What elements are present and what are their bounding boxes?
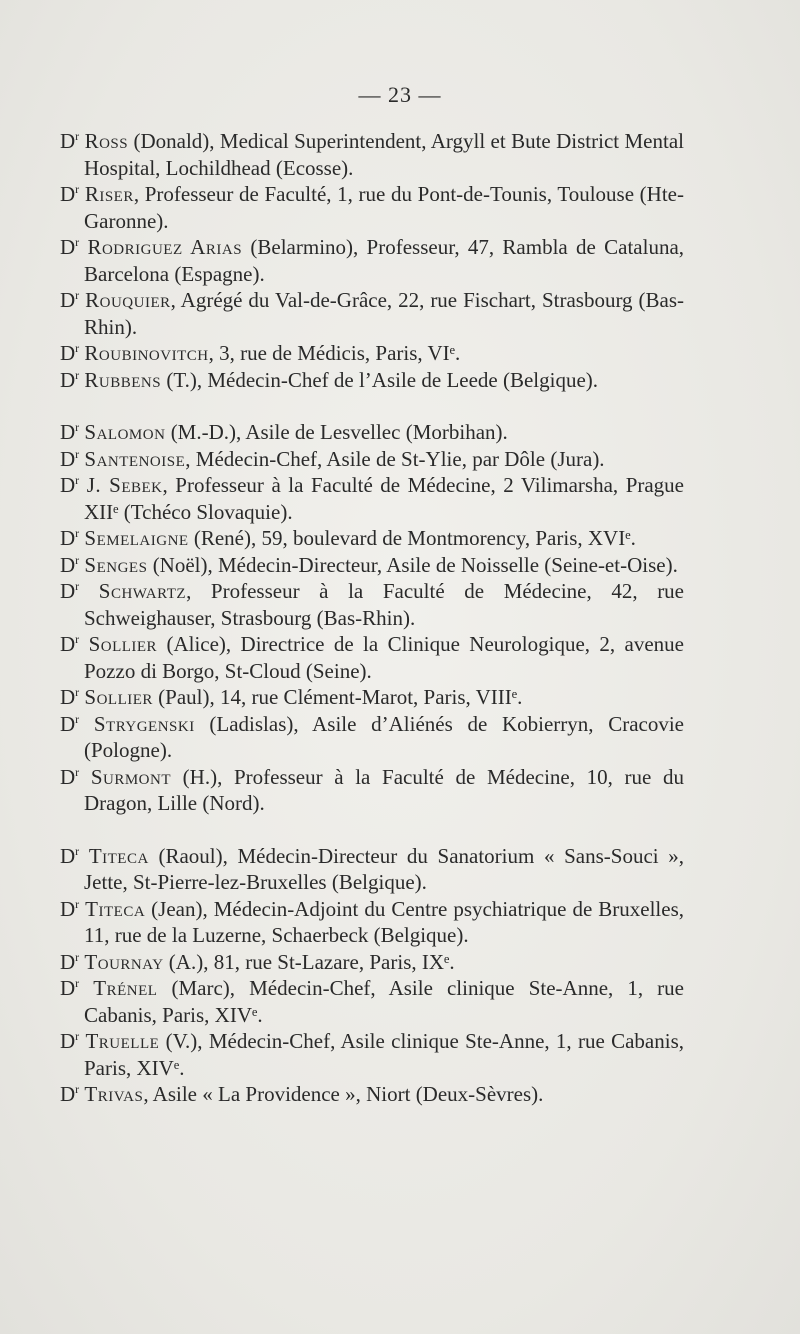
entry-details: (M.-D.), Asile de Lesvellec (Morbihan). xyxy=(165,420,508,444)
directory-entry xyxy=(60,684,684,711)
entry-details: (T.), Médecin-Chef de l’Asile de Leede (Belgique). xyxy=(161,367,599,392)
entry-title: $D^r$ xyxy=(60,896,80,921)
directory-entry xyxy=(60,128,684,181)
entry-details: (Belarmino), Professeur, 47, Rambla de Cataluna, Barcelona (Espagne). xyxy=(84,235,685,286)
directory-entry xyxy=(60,552,684,579)
entry-name: Roubinovitch xyxy=(84,341,209,365)
entry-details: , Professeur à la Faculté de Médecine, 2 Vilimarsha, Prague XIIᵉ (Tchéco Slovaquie). xyxy=(84,473,685,524)
directory-entry xyxy=(60,711,684,764)
entry-name: Senges xyxy=(84,552,148,577)
entry-title: $D^r$ xyxy=(60,473,80,497)
entry-title: $D^r$ xyxy=(60,341,80,365)
entry-details: (Raoul), Médecin-Directeur du Sanatorium « Sans-Souci », Jette, St-Pierre-lez-Bruxelles (Belgique). xyxy=(84,843,684,894)
directory-entry xyxy=(60,1028,684,1081)
directory-entry xyxy=(60,578,684,631)
entry-title: $D^r$ xyxy=(60,711,80,736)
entry-title: $D^r$ xyxy=(60,764,80,789)
entry-details: (Donald), Medical Superintendent, Argyll et Bute District Mental Hospital, Lochildhead (Ecosse). xyxy=(84,129,684,180)
entry-details: (Marc), Médecin-Chef, Asile clinique Ste-Anne, 1, rue Cabanis, Paris, XIVᵉ. xyxy=(84,976,685,1027)
entry-name: Surmont xyxy=(90,764,172,789)
entry-name: Rubbens xyxy=(84,367,162,392)
entry-title: $D^r$ xyxy=(60,1082,80,1106)
directory-entry xyxy=(60,446,684,473)
directory-entry xyxy=(60,367,684,394)
entry-title: $D^r$ xyxy=(60,976,80,1000)
entry-details: (V.), Médecin-Chef, Asile clinique Ste-Anne, 1, rue Cabanis, Paris, XIVᵉ. xyxy=(84,1029,684,1080)
entry-details: (Alice), Directrice de la Clinique Neurologique, 2, avenue Pozzo di Borgo, St-Cloud (Seine). xyxy=(84,632,685,683)
entry-details: (Paul), 14, rue Clément-Marot, Paris, VIIIᵉ. xyxy=(152,685,523,709)
entry-name: Sollier xyxy=(88,632,158,656)
entry-name: Rouquier xyxy=(85,288,171,312)
entry-details: , 3, rue de Médicis, Paris, VIᵉ. xyxy=(208,341,461,365)
entry-title: $D^r$ xyxy=(60,288,80,312)
entry-title: $D^r$ xyxy=(60,579,80,603)
directory-entry xyxy=(60,631,684,684)
directory-entry xyxy=(60,975,684,1028)
entry-title: $D^r$ xyxy=(60,235,80,259)
directory-entry xyxy=(60,340,684,367)
entry-details: , Asile « La Providence », Niort (Deux-Sèvres). xyxy=(143,1082,544,1106)
entry-name: Strygenski xyxy=(93,711,195,736)
entry-name: Trivas xyxy=(84,1082,144,1106)
entry-details: (H.), Professeur à la Faculté de Médecine, 10, rue du Dragon, Lille (Nord). xyxy=(84,764,685,815)
entry-name: Salomon xyxy=(84,420,166,444)
directory-entry xyxy=(60,287,684,340)
entry-title: $D^r$ xyxy=(60,685,80,709)
entry-details: (Ladislas), Asile d’Aliénés de Kobierryn, Cracovie (Pologne). xyxy=(84,711,684,762)
entry-title: $D^r$ xyxy=(60,446,80,471)
entry-title: $D^r$ xyxy=(60,367,80,392)
directory-entry xyxy=(60,949,684,976)
directory-entry xyxy=(60,525,684,552)
entry-name: Titeca xyxy=(85,896,146,921)
page-number: — 23 — xyxy=(358,82,442,107)
entry-name: Semelaigne xyxy=(84,526,189,550)
entry-title: $D^r$ xyxy=(60,1029,80,1053)
entry-name: Ross xyxy=(84,129,129,153)
entry-details: , Médecin-Chef, Asile de St-Ylie, par Dôle (Jura). xyxy=(185,446,605,471)
entry-details: (Noël), Médecin-Directeur, Asile de Noisselle (Seine-et-Oise). xyxy=(147,552,678,577)
entry-name: Sollier xyxy=(84,685,153,709)
entry-name: Trénel xyxy=(93,976,158,1000)
entry-details: (René), 59, boulevard de Montmorency, Paris, XVIᵉ. xyxy=(188,526,636,550)
entry-name: J. Sebek xyxy=(86,473,163,497)
entry-name: Tournay xyxy=(84,949,164,974)
directory-entry xyxy=(60,419,684,446)
directory-entry xyxy=(60,1081,684,1108)
entry-title: $D^r$ xyxy=(60,182,80,206)
directory-entry xyxy=(60,896,684,949)
directory-entry xyxy=(60,472,684,525)
directory-entry xyxy=(60,234,684,287)
directory-entry xyxy=(60,764,684,817)
entry-title: $D^r$ xyxy=(60,526,80,550)
entry-name: Riser xyxy=(84,182,134,206)
entry-details: , Professeur de Faculté, 1, rue du Pont-de-Tounis, Toulouse (Hte-Garonne). xyxy=(84,182,684,233)
entry-details: (A.), 81, rue St-Lazare, Paris, IXᵉ. xyxy=(163,949,455,974)
entry-name: Schwartz xyxy=(98,579,187,603)
entry-title: $D^r$ xyxy=(60,129,80,153)
directory-list xyxy=(60,128,684,1108)
entry-details: (Jean), Médecin-Adjoint du Centre psychiatrique de Bruxelles, 11, rue de la Luzerne, Schaerbeck (Belgique). xyxy=(84,896,685,947)
entry-title: $D^r$ xyxy=(60,632,80,656)
entry-details: , Professeur à la Faculté de Médecine, 42, rue Schweighauser, Strasbourg (Bas-Rhin). xyxy=(84,579,685,630)
entry-name: Rodriguez Arias xyxy=(87,235,243,259)
entry-details: , Agrégé du Val-de-Grâce, 22, rue Fischart, Strasbourg (Bas-Rhin). xyxy=(84,288,684,339)
entry-title: $D^r$ xyxy=(60,552,80,577)
entry-title: $D^r$ xyxy=(60,843,80,868)
entry-title: $D^r$ xyxy=(60,420,80,444)
entry-name: Truelle xyxy=(85,1029,160,1053)
directory-entry xyxy=(60,843,684,896)
entry-title: $D^r$ xyxy=(60,949,80,974)
entry-name: Santenoise xyxy=(84,446,186,471)
entry-name: Titeca xyxy=(88,843,149,868)
directory-entry xyxy=(60,181,684,234)
